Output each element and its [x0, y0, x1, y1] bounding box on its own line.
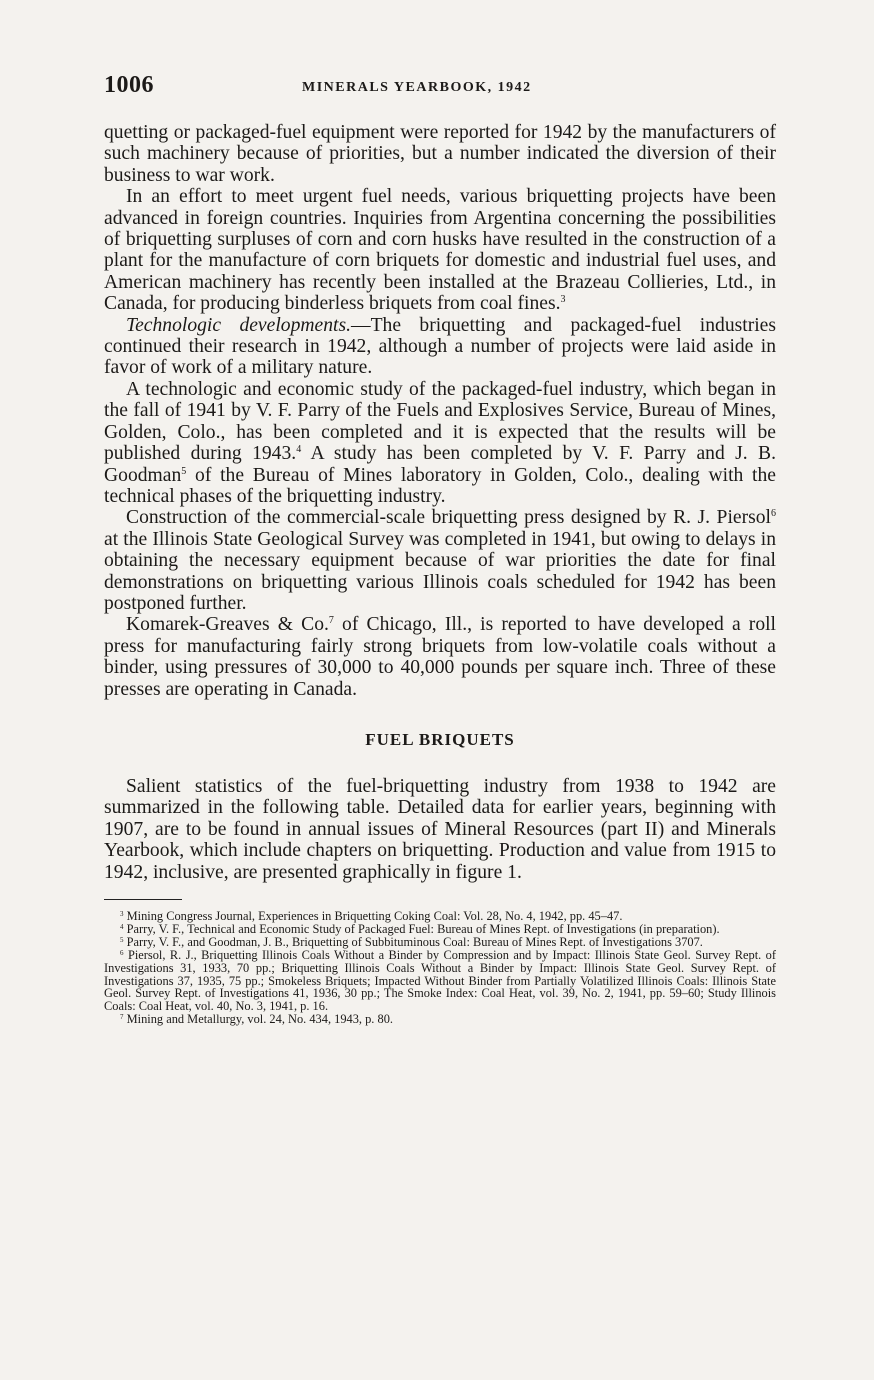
document-page — [104, 72, 776, 1026]
footnote-ref-3: 3 — [560, 294, 566, 306]
paragraph-salient-statistics: Salient statistics of the fuel-briquetting industry from 1938 to 1942 are summarized in the following table. Detailed data for earlier years, beginning with 1907, are to be found in annual issues of Mineral Resources (part II) and Minerals Yearbook, which include chapters on briquetting. Production and value from 1915 to 1942, inclusive, are presented graphically in figure 1. — [104, 775, 776, 883]
footnote-6: $^6$ Piersol, R. J., Briquetting Illinois Coals Without a Binder by Compression and by Impact: Illinois State Geol. Survey Rept. of Investigations 31, 1933, 70 pp.; Briquetting Illinois Coals Without a Binder by Impact: Illinois State Geol. Survey Rept. of Investigations 37, 1935, 75 pp.; Smokeless Briquets; Impacted Without Binder from Partially Volatilized Illinois Coals: Illinois State Geol. Survey Rept. of Investigations 41, 1936, 30 pp.; The Smoke Index: Coal Heat, vol. 39, No. 2, 1941, pp. 59–60; Study Illinois Coals: Coal Heat, vol. 40, No. 3, 1941, p. 16. — [104, 947, 776, 1014]
paragraph-foreign-projects: In an effort to meet urgent fuel needs, various briquetting projects have been advanced in foreign countries. Inquiries from Argentina concerning the possibilities of briquetting surpluses of corn and corn husks have resulted in the construction of a plant for the manufacture of corn briquets for domestic and industrial fuel uses, and American machinery has recently been installed at the Brazeau Collieries, Ltd., in Canada, for producing binderless briquets from coal fines.$^3$ — [104, 186, 776, 315]
body-text — [104, 122, 776, 883]
running-title: MINERALS YEARBOOK, 1942 — [302, 80, 532, 95]
footnote-ref-7: 7 — [328, 615, 334, 627]
paragraph-briquetting-press: Construction of the commercial-scale briquetting press designed by R. J. Piersol$^6$ at the Illinois State Geological Survey was completed in 1941, but owing to delays in obtaining the necessary equipment because of war priorities the date for final demonstrations on briquetting various Illinois coals scheduled for 1942 has been postponed further. — [104, 507, 776, 614]
footnote-7: $^7$ Mining and Metallurgy, vol. 24, No. 434, 1943, p. 80. — [120, 1012, 393, 1027]
footnote-ref-6: 6 — [771, 508, 776, 520]
footnote-3: $^3$ Mining Congress Journal, Experiences in Briquetting Coking Coal: Vol. 28, No. 4, 1942, pp. 45–47. — [120, 909, 623, 923]
section-heading: FUEL BRIQUETS — [365, 729, 515, 749]
page-number: 1006 — [104, 72, 154, 98]
footnote-divider — [104, 899, 182, 900]
footnote-ref-4: 4 — [296, 444, 302, 456]
paragraph-continuation: quetting or packaged-fuel equipment were reported for 1942 by the manufacturers of such machinery because of priorities, but a number indicated the diversion of their business to war work. — [104, 122, 776, 186]
paragraph-packaged-fuel-study: A technologic and economic study of the packaged-fuel industry, which began in the fall of 1941 by V. F. Parry of the Fuels and Explosives Service, Bureau of Mines, Golden, Colo., has been completed and it is expected that the results will be published during 1943.$^4$ A study has been completed by V. F. Parry and J. B. Goodman$^5$ of the Bureau of Mines laboratory in Golden, Colo., dealing with the technical phases of the briquetting industry. — [104, 378, 777, 507]
footnotes — [104, 910, 776, 1026]
paragraph-technologic-developments: Technologic developments.—The briquetting and packaged-fuel industries continued their research in 1942, although a number of projects were laid aside in favor of work of a military nature. — [104, 314, 776, 379]
footnote-5: $^5$ Parry, V. F., and Goodman, J. B., Briquetting of Subbituminous Coal: Bureau of Mines Rept. of Investigations 3707. — [120, 934, 703, 949]
footnote-4: $^4$ Parry, V. F., Technical and Economic Study of Packaged Fuel: Bureau of Mines Rept. of Investigations (in preparation). — [120, 921, 720, 936]
page-header — [104, 72, 776, 102]
footnote-ref-5: 5 — [181, 465, 187, 477]
subsection-lead: Technologic developments. — [126, 314, 351, 336]
paragraph-roll-press: Komarek-Greaves & Co.$^7$ of Chicago, Ill., is reported to have developed a roll press for manufacturing fairly strong briquets from low-volatile coals without a binder, using pressures of 30,000 to 40,000 pounds per square inch. Three of these presses are operating in Canada. — [104, 614, 776, 700]
